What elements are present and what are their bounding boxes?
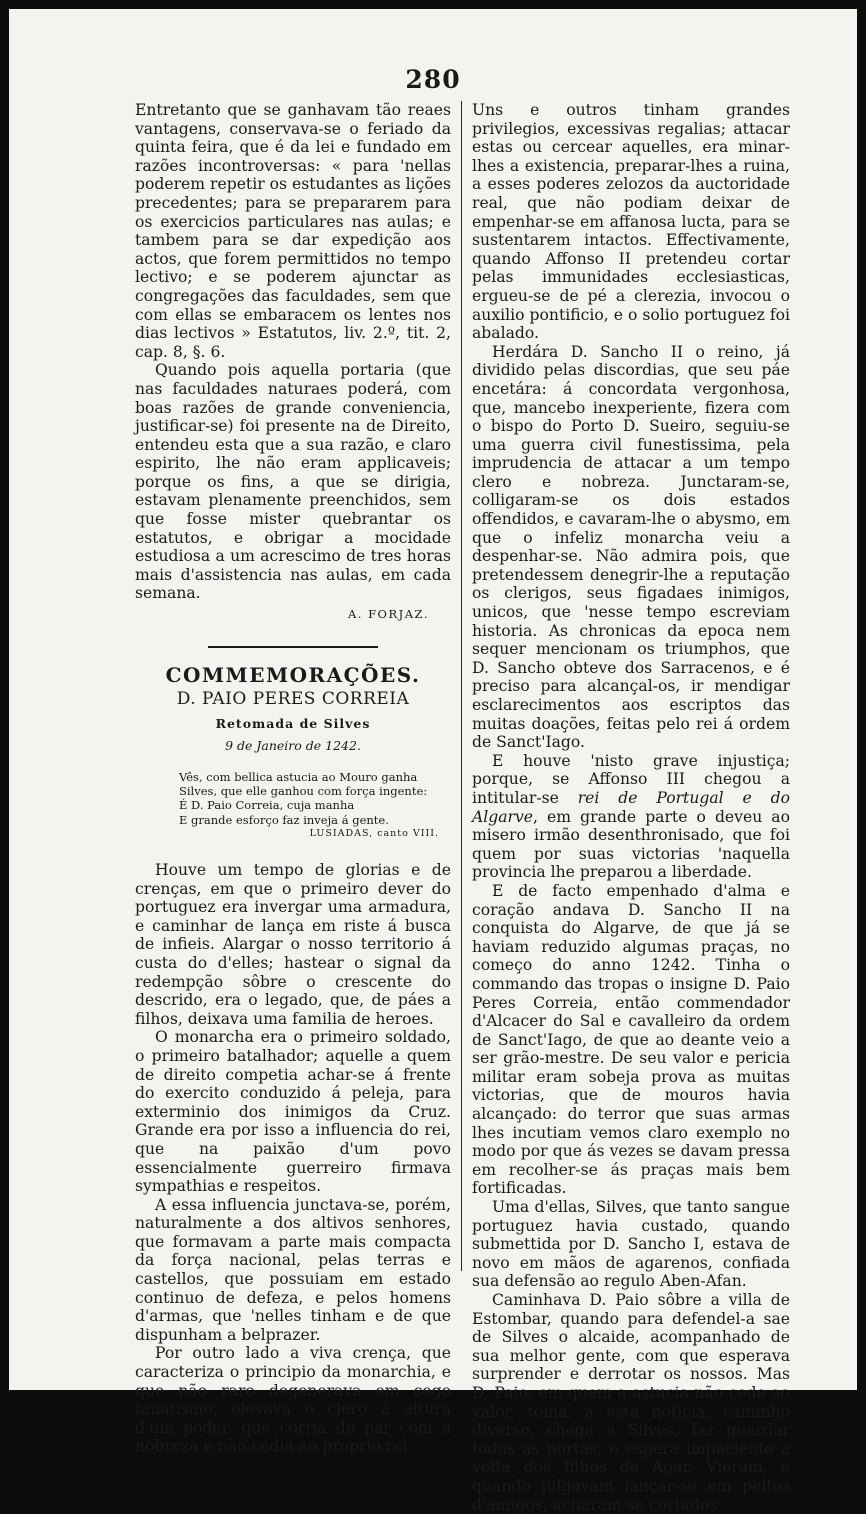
newspaper-page xyxy=(9,9,857,1514)
right-column xyxy=(472,101,790,1514)
epigraph-line: Vês, com bellica astucia ao Mouro ganha xyxy=(179,770,418,784)
epigraph-line: Silves, que elle ganhou com força ingente: xyxy=(179,784,428,799)
right-paragraph-2: Herdára D. Sancho II o reino, já dividido pelas discordias, que seu páe encetára: á concordata vergonhosa, que, mancebo inexperiente, fizera com o bispo do Porto D. Sueiro, seguiu-se uma guerra civil funestissima, pela imprudencia de attacar a um tempo clero e nobreza. Junctaram-se, colligaram-se os dois estados offendidos, e cavaram-lhe o abysmo, em que o infeliz monarcha veiu a despenhar-se. Não admira pois, que pretendessem denegrir-lhe a reputação os clerigos, seus figadaes inimigos, unicos, que 'nesse tempo escreviam historia. As chronicas da epoca nem sequer mencionam os triumphos, que D. Sancho obteve dos Sarracenos, e é preciso para alcançal-os, ir mendigar esclarecimentos aos escriptos das muitas doações, feitas pelo rei á ordem de Sanct'Iago. xyxy=(472,342,790,752)
epigraph-source: LUSIADAS, canto VIII. xyxy=(309,827,439,839)
section-heading: COMMEMORAÇÕES. xyxy=(165,662,421,687)
page-number: 280 xyxy=(405,65,461,94)
article-date: 9 de Janeiro de 1242. xyxy=(225,738,361,754)
body-paragraph-3: A essa influencia junctava-se, porém, naturalmente a dos altivos senhores, que formavam a parte mais compacta da força nacional, pelas terras e castellos, que possuiam em estado continuo de defeza, e pelos homens d'armas, que 'nelles tinham e de que dispunham a belprazer. xyxy=(135,1195,451,1344)
right-paragraph-3 xyxy=(472,752,790,882)
article-subtitle: Retomada de Silves xyxy=(215,715,371,731)
body-paragraph-1: Houve um tempo de glorias e de crenças, em que o primeiro dever do portuguez era invergar uma armadura, e caminhar de lança em riste á busca de infieis. Alargar o nosso territorio á custa do d'elles; hastear o signal da redempção sôbre o crescente do descrido, era o legado, que, de páes a filhos, deixava uma familia de heroes. xyxy=(135,861,451,1028)
right-paragraph-5: Uma d'ellas, Silves, que tanto sangue portuguez havia custado, quando submettida por D. Sancho I, estava de novo em mãos de agarenos, confiada sua defensão ao regulo Aben-Afan. xyxy=(472,1198,790,1291)
epigraph-line: E grande esforço faz inveja á gente. xyxy=(179,812,389,827)
right-paragraph-4: E de facto empenhado d'alma e coração andava D. Sancho II na conquista do Algarve, de que já se haviam reduzido algumas praças, no começo do anno 1242. Tinha o commando das tropas o insigne D. Paio Peres Correia, então commendador d'Alcacer do Sal e cavalleiro da ordem de Sanct'Iago, de que ao deante veio a ser grão-mestre. De seu valor e pericia militar eram sobeja prova as muitas victorias, que de mouros havia alcançado: do terror que suas armas lhes incutiam vemos claro exemplo no modo por que ás vezes se davam pressa em recolher-se ás praças mais bem fortificadas. xyxy=(472,881,790,1198)
column-divider xyxy=(461,101,462,1271)
author-signature: A. FORJAZ. xyxy=(347,607,429,622)
article-title: D. PAIO PERES CORREIA xyxy=(176,689,410,710)
right-paragraph-6: Caminhava D. Paio sôbre a villa de Estombar, quando para defendel-a sae de Silves o alcaide, acompanhado de sua melhor gente, com que esperava surprender e derrotar os nossos. Mas D. Paio, em quem a astucia não cede ao valor, toma, a esta noticia, caminho diverso, chega a Silves, faz guardar todas as portas, e espera impaciente a volta dos filhos de Agar. Vieram, e quando julgavam lançar-se em peitos d'amigos, acharam-se cortados xyxy=(472,1291,790,1514)
intro-paragraph-2: Quando pois aquella portaria (que nas faculdades naturaes poderá, com boas razões de grande conveniencia, justificar-se) foi presente na de Direito, entendeu esta que a sua razão, e claro espirito, lhe não eram applicaveis; porque os fins, a que se dirigia, estavam plenamente preenchidos, sem que fosse mister quebrantar os estatutos, e obrigar a mocidade estudiosa a um acrescimo de tres horas mais d'assistencia nas aulas, em cada semana. xyxy=(135,361,451,603)
right-paragraph-1: Uns e outros tinham grandes privilegios, excessivas regalias; attacar estas ou cercear aquelles, era minar-lhes a existencia, preparar-lhes a ruina, a esses poderes zelozos da auctoridade real, que não podiam deixar de empenhar-se em affanosa lucta, para se sustentarem intactos. Effectivamente, quando Affonso II pretendeu cortar pelas immunidades ecclesiasticas, ergueu-se de pé a clerezia, invocou o auxilio pontificio, e o solio portuguez foi abalado. xyxy=(472,101,790,343)
body-paragraph-4: Por outro lado a viva crença, que caracteriza o principio da monarchia, e que não raro degenerava em cego fanatismo, elevava o clero á altura d'um poder, que corria de par com a nobreza e não cedia ao proprio rei. xyxy=(135,1344,451,1456)
body-paragraph-2: O monarcha era o primeiro soldado, o primeiro batalhador; aquelle a quem de direito competia achar-se á frente do exercito conduzido á peleja, para exterminio dos inimigos da Cruz. Grande era por isso a influencia do rei, que na paixão d'um povo essencialmente guerreiro firmava sympathias e respeitos. xyxy=(135,1028,451,1196)
epigraph-line: É D. Paio Correia, cuja manha xyxy=(179,798,355,813)
left-column xyxy=(135,101,451,1456)
intro-paragraph-1: Entretanto que se ganhavam tão reaes vantagens, conservava-se o feriado da quinta feira, que é da lei e fundado em razões incontroversas: « para 'nellas poderem repetir os estudantes as lições precedentes; para se prepararem para os exercicios particulares nas aulas; e tambem para se dar expedição aos actos, que forem permittidos no tempo lectivo; e se poderem ajunctar as congregações das faculdades, sem que com ellas se embaracem os lentes nos dias lectivos » Estatutos, liv. 2.º, tit. 2, cap. 8, §. 6. xyxy=(135,101,451,361)
right-paragraph-3-start: E houve 'nisto grave injustiça; porque, se Affonso III chegou a intitular-se xyxy=(472,751,790,807)
royal-title-italic: rei de Portugal e do Algarve xyxy=(472,788,790,826)
epigraph xyxy=(179,770,451,841)
section-divider xyxy=(208,646,378,648)
right-paragraph-3-end: , em grande parte o deveu ao misero irmão desenthronisado, que foi quem por suas victorias 'naquella provincia lhe preparou a liberdade. xyxy=(472,807,790,882)
